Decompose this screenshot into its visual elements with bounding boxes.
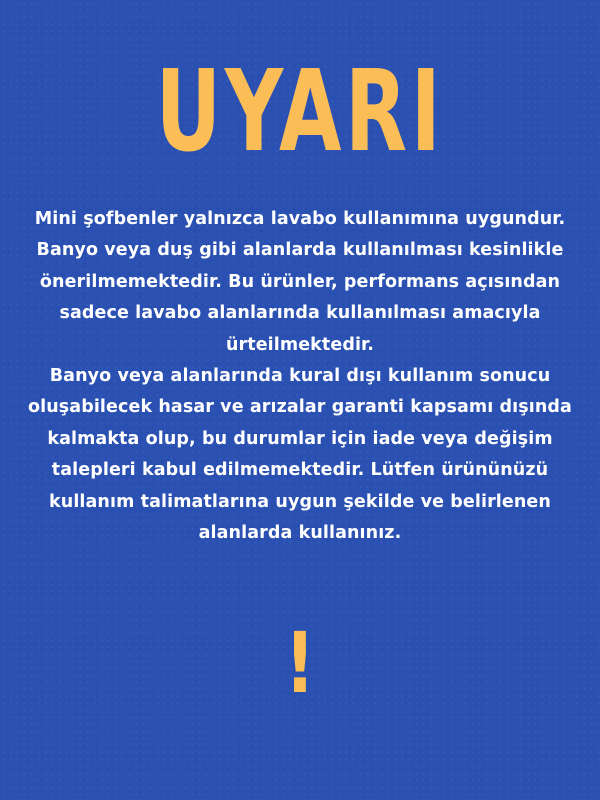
warning-line: Banyo veya alanlarında kural dışı kullanım sonucu <box>49 366 551 387</box>
poster-title: UYARI <box>155 47 445 177</box>
warning-line: Mini şofbenler yalnızca lavabo kullanımına uygundur. <box>34 209 566 229</box>
warning-line: önerilmemektedir. Bu ürünler, performans açısından <box>39 271 561 292</box>
warning-line: kalmakta olup, bu durumlar için iade veya değişim <box>47 428 553 449</box>
warning-message <box>10 204 590 549</box>
exclamation-icon: ! <box>284 614 316 712</box>
warning-line: oluşabilecek hasar ve arızalar garanti kapsamı dışında <box>28 397 572 418</box>
warning-line: Banyo veya duş gibi alanlarda kullanılması kesinlikle <box>36 240 564 261</box>
warning-line: talepleri kabul edilmemektedir. Lütfen ürününüzü <box>51 460 549 481</box>
warning-line: kullanım talimatlarına uygun şekilde ve belirlenen <box>49 491 551 512</box>
warning-line: sadece lavabo alanlarında kullanılması amacıyla <box>59 303 541 324</box>
warning-line: alanlarda kullanınız. <box>198 523 402 544</box>
warning-line: ürteilmektedir. <box>225 334 375 355</box>
